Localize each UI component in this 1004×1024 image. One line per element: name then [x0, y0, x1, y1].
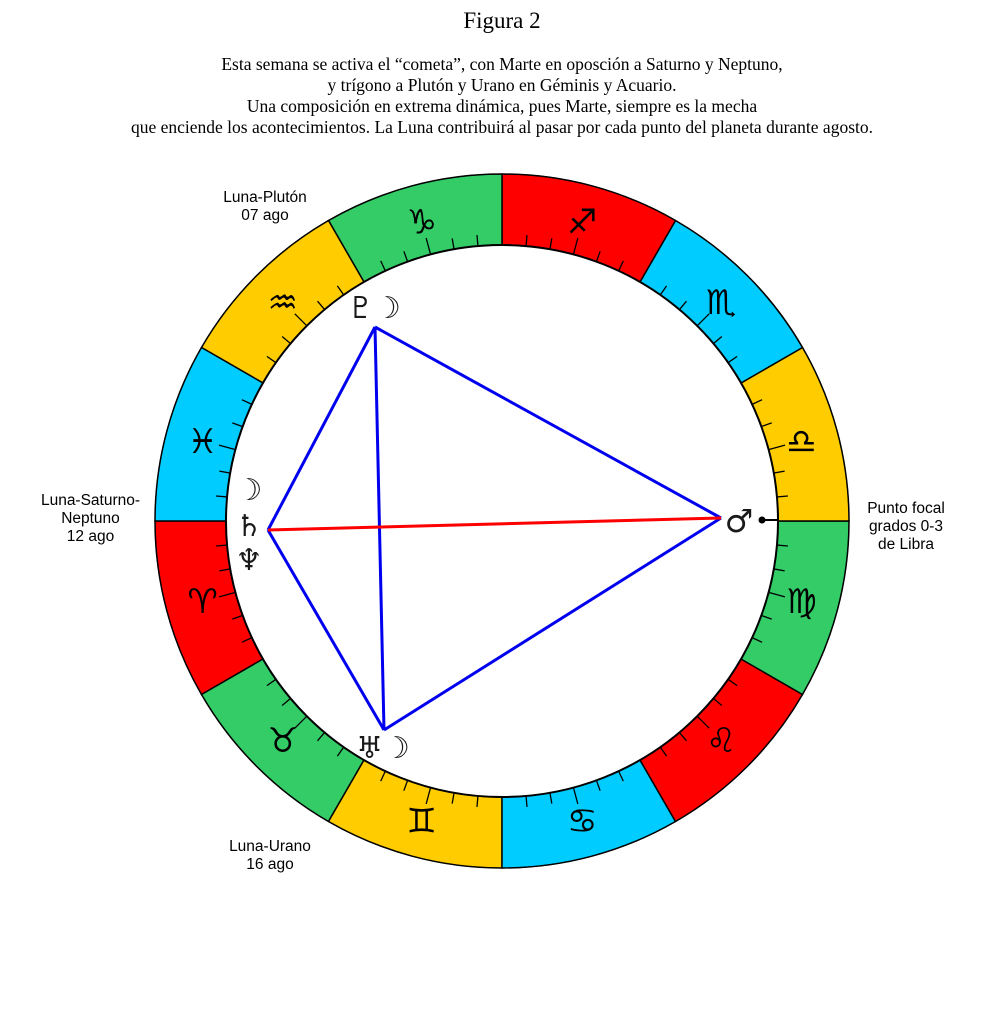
glyph-virgo: ♍︎ [786, 582, 817, 623]
label-luna-saturno-line2: Neptuno [61, 510, 120, 527]
glyph-aries: ♈︎ [187, 582, 218, 623]
glyph-taurus: ♉︎ [267, 721, 299, 762]
glyph-gemini: ♊︎ [406, 801, 438, 842]
saturn-glyph: ♄ [235, 509, 263, 544]
glyph-pisces: ♓︎ [187, 421, 218, 462]
mars-glyph: ♂ [724, 502, 754, 540]
caption-line-2: y trígono a Plutón y Urano en Géminis y Acuario. [327, 75, 677, 95]
glyph-leo: ♌︎ [705, 721, 737, 762]
inner-ring [226, 245, 778, 797]
label-luna-pluton-line1: Luna-Plutón [223, 189, 307, 206]
glyph-scorpio: ♏︎ [705, 282, 737, 323]
glyph-aquarius: ♒︎ [267, 282, 299, 323]
label-luna-pluton [205, 189, 325, 225]
figure-title: Figura 2 [463, 8, 541, 33]
glyph-cancer: ♋︎ [566, 801, 598, 842]
label-luna-pluton-line2: 07 ago [241, 207, 289, 224]
label-punto-focal-line1: Punto focal [867, 500, 945, 517]
caption-line-4: que enciende los acontecimientos. La Luna contribuirá al pasar por cada punto del planeta durante agosto. [130, 117, 873, 137]
label-luna-urano-line1: Luna-Urano [229, 838, 311, 855]
label-luna-saturno-line3: 12 ago [66, 528, 115, 545]
label-luna-saturno-neptuno [28, 492, 153, 546]
label-punto-focal-line2: grados 0-3 [868, 518, 944, 535]
glyph-sagittarius: ♐︎ [566, 202, 598, 243]
moon-glyph: ☽ [235, 473, 263, 508]
caption-line-3: Una composición en extrema dinámica, pues Marte, siempre es la mecha [246, 96, 758, 116]
label-punto-focal-line3: de Libra [877, 536, 934, 553]
label-luna-saturno-line1: Luna-Saturno- [40, 492, 141, 509]
label-luna-urano [210, 838, 330, 874]
uranus-moon-glyph: ♅☽ [356, 731, 410, 766]
neptune-glyph: ♆ [235, 543, 263, 578]
glyph-libra: ♎︎ [786, 421, 817, 462]
label-luna-urano-line2: 16 ago [246, 856, 294, 873]
label-punto-focal [850, 500, 962, 554]
focal-pointer-dot [759, 517, 766, 524]
pluto-moon-glyph: ♇☽ [347, 291, 401, 326]
caption-line-1: Esta semana se activa el “cometa”, con Marte en oposción a Saturno y Neptuno, [221, 54, 783, 74]
glyph-capricorn: ♑︎ [406, 202, 438, 243]
